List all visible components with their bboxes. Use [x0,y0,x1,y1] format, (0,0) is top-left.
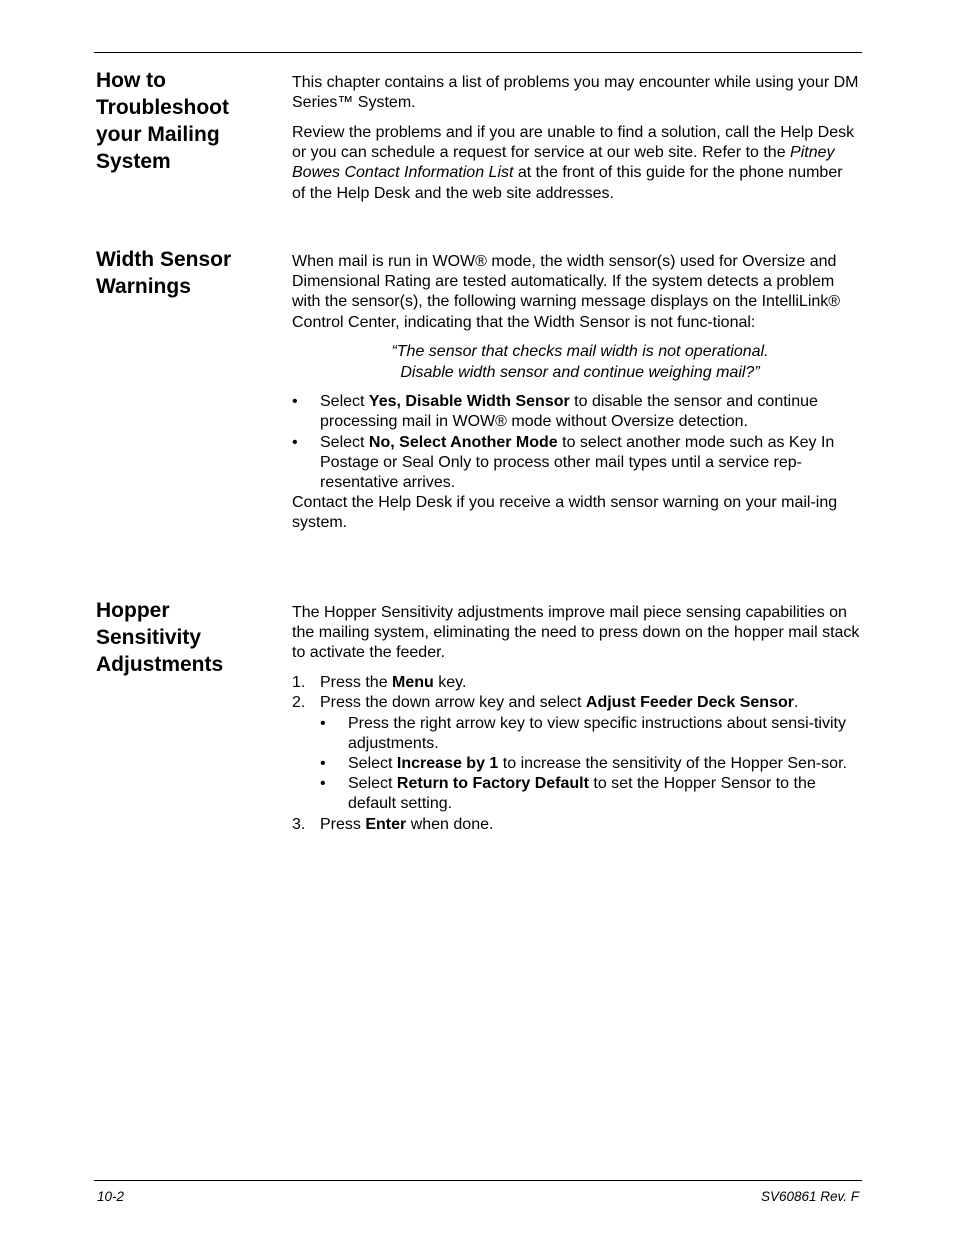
step-number: 3. [292,815,306,833]
sub-bullet-list [320,714,860,815]
bullet-list [292,392,860,493]
quote-line: Disable width sensor and continue weighing mail?” [400,363,760,381]
heading-width-sensor [96,246,276,300]
top-rule [94,52,862,53]
text: Press the right arrow key to view specific instructions about sensi-tivity adjustments. [348,714,846,752]
paragraph: Contact the Help Desk if you receive a width sensor warning on your mail-ing system. [292,494,838,532]
page-number: 10-2 [97,1189,125,1204]
bold-text: Enter [365,815,407,833]
width-sensor-body [292,252,860,534]
text: key. [433,674,467,692]
troubleshoot-body [292,73,860,204]
warning-message-quote [292,342,860,382]
bullet-marker: • [292,433,298,451]
text: at the front of this guide for the phone number of the Help Desk and the web site addresses. [292,164,843,202]
bold-text: Return to Factory Default [396,775,589,793]
heading-line: your Mailing [96,123,220,146]
heading-line: How to [96,69,166,92]
list-item [320,774,860,814]
text: to increase the sensitivity of the Hopper Sen-sor. [498,754,847,772]
text: Press [320,815,366,833]
bullet-marker: • [320,775,326,793]
hopper-body [292,603,860,835]
paragraph: This chapter contains a list of problems you may encounter while using your DM Series™ System. [292,74,859,112]
text: Press the [320,674,393,692]
numbered-steps [292,673,860,835]
text: to set the Hopper Sensor to the default setting. [348,775,816,813]
paragraph: The Hopper Sensitivity adjustments improve mail piece sensing capabilities on the mailing system, eliminating the need to press down on the hopper mail stack to activate the feeder. [292,604,860,662]
list-item [320,754,860,774]
text: to select another mode such as Key In Postage or Seal Only to process other mail types until a service rep-resentative arrives. [320,433,835,492]
text: Select [320,433,369,451]
bullet-marker: • [320,714,326,732]
paragraph [292,123,860,204]
heading-line: Sensitivity [96,626,202,649]
text: Review the problems and if you are unable to find a solution, call the Help Desk or you can schedule a request for service at our web site. Refer to the [292,123,855,162]
bold-text: Increase by 1 [396,754,499,772]
list-item [292,392,860,432]
bold-text: Yes, Disable Width Sensor [368,393,570,411]
text: when done. [406,815,494,833]
document-id: SV60861 Rev. F [760,1189,859,1204]
paragraph: When mail is run in WOW® mode, the width sensor(s) used for Oversize and Dimensional Rating are tested automatically. If the system detects a problem with the sensor(s), the following warning message displays on the IntelliLink® Control Center, indicating that the Width Sensor is not func-tional: [292,253,841,331]
bold-text: Menu [392,674,434,692]
text: Press the down arrow key and select [320,694,586,712]
bullet-marker: • [292,393,298,411]
quote-line: “The sensor that checks mail width is not operational. [391,343,769,361]
italic-reference: Pitney Bowes Contact Information List [292,144,835,182]
step-item [292,673,860,693]
text: Select [320,393,369,411]
text: . [793,694,799,712]
heading-line: Warnings [96,275,191,298]
step-number: 1. [292,674,306,692]
text: Select [348,775,397,793]
bottom-rule [94,1180,862,1181]
heading-line: Adjustments [96,653,224,676]
step-item [292,693,860,814]
heading-line: Width Sensor [96,248,232,271]
text: Select [348,754,397,772]
list-item [320,714,860,754]
bullet-marker: • [320,754,326,772]
bold-text: Adjust Feeder Deck Sensor [585,694,794,712]
bold-text: No, Select Another Mode [368,433,558,451]
heading-line: Troubleshoot [96,96,229,119]
heading-hopper [96,597,276,678]
text: to disable the sensor and continue processing mail in WOW® mode without Oversize detection. [320,393,818,431]
heading-line: System [96,150,171,173]
heading-line: Hopper [96,599,170,622]
step-number: 2. [292,694,306,712]
step-item [292,815,860,835]
list-item [292,433,860,494]
heading-troubleshoot [96,67,276,175]
